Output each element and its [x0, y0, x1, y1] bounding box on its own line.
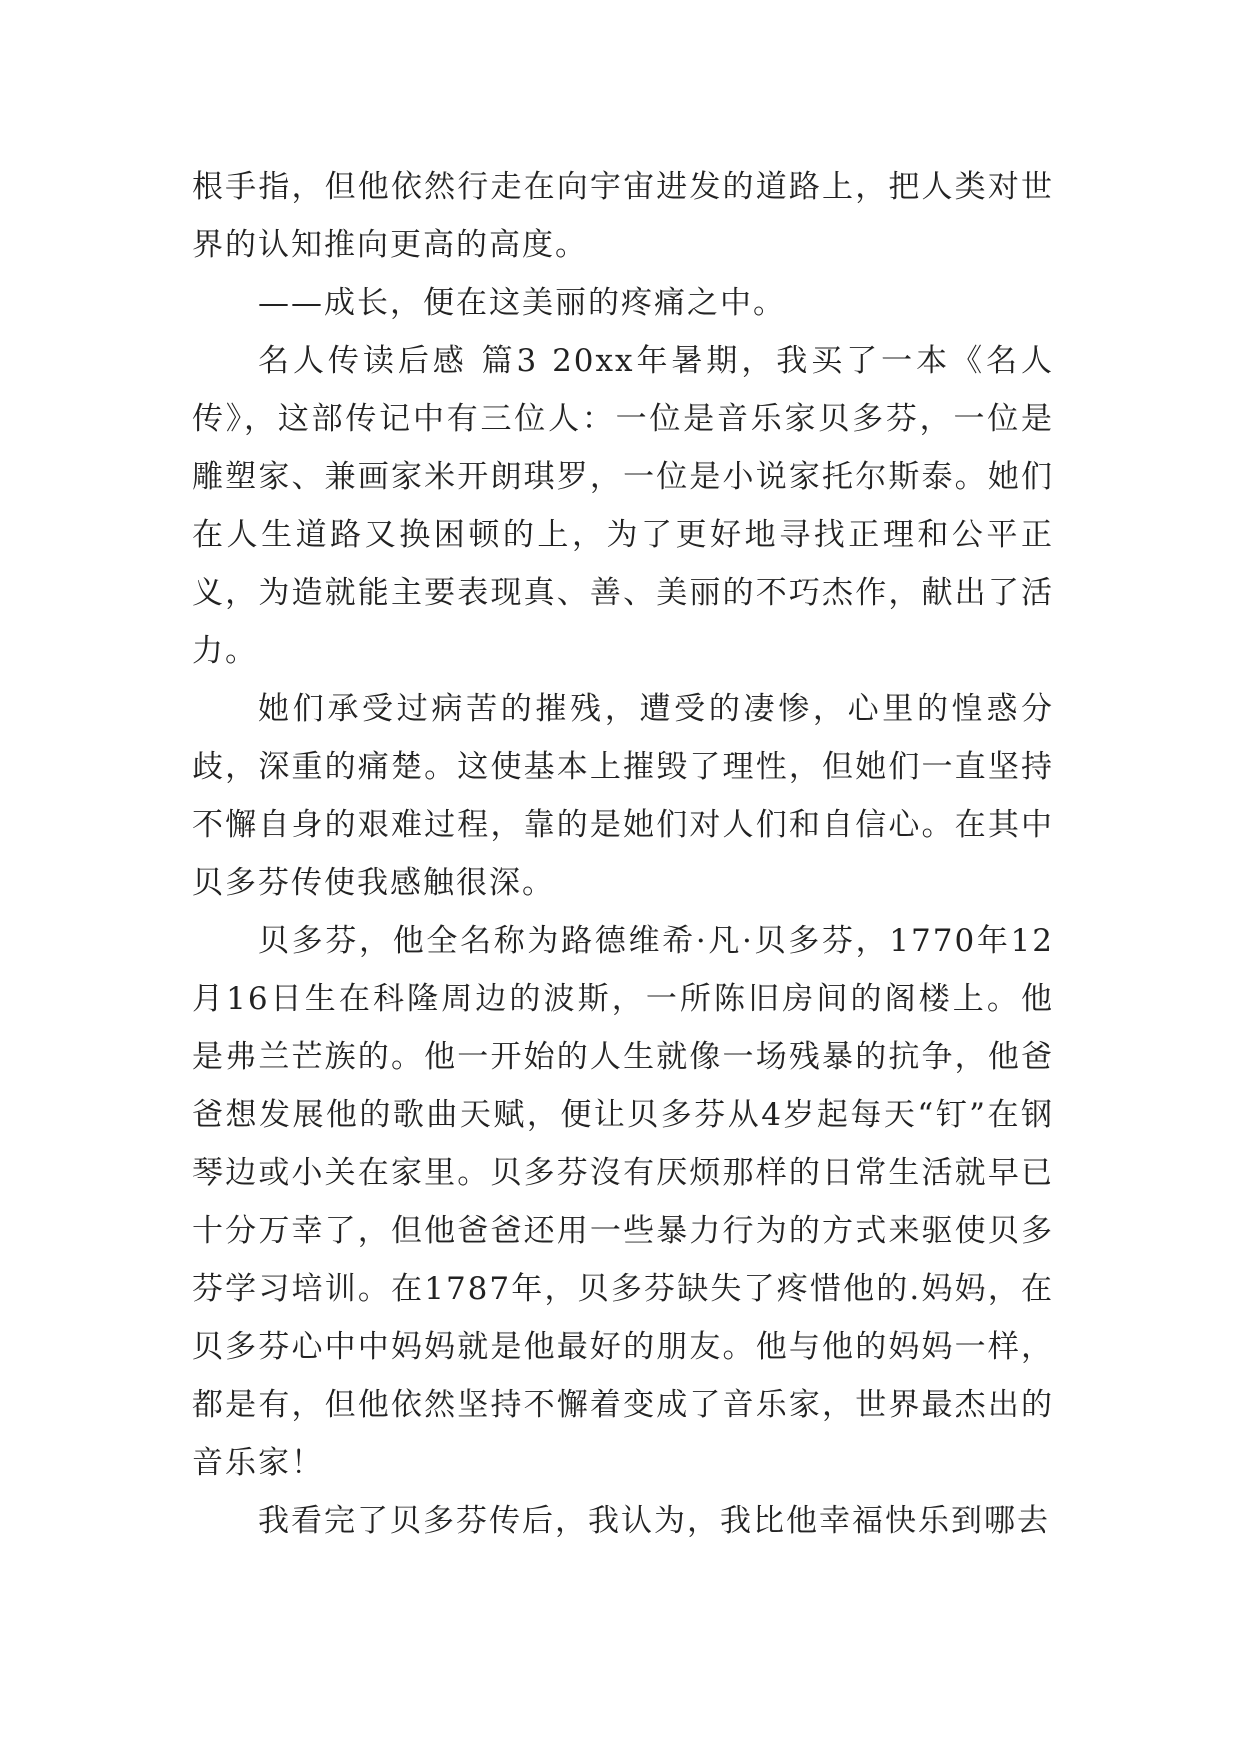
paragraph-2: ——成长，便在这美丽的疼痛之中。 [258, 285, 786, 321]
paragraph-6: 我看完了贝多芬传后，我认为，我比他幸福快乐到哪去 [258, 1503, 1050, 1539]
paragraph-4: 她们承受过病苦的摧残，遭受的凄惨，心里的惶惑分歧，深重的痛楚。这使基本上摧毁了理性，但她们一直坚持不懈自身的艰难过程，靠的是她们对人们和自信心。在其中贝多芬传使我感触很深。 [192, 691, 1054, 901]
paragraph-1: 根手指，但他依然行走在向宇宙进发的道路上，把人类对世界的认知推向更高的高度。 [192, 169, 1054, 263]
document-page [192, 158, 1054, 1550]
paragraph-5: 贝多芬，他全名称为路德维希·凡·贝多芬，1770年12月16日生在科隆周边的波斯，一所陈旧房间的阁楼上。他是弗兰芒族的。他一开始的人生就像一场残暴的抗争，他爸爸想发展他的歌曲天赋，便让贝多芬从4岁起每天“钉”在钢琴边或小关在家里。贝多芬沒有厌烦那样的日常生活就早已十分万幸了，但他爸爸还用一些暴力行为的方式来驱使贝多芬学习培训。在1787年，贝多芬缺失了疼惜他的.妈妈，在贝多芬心中中妈妈就是他最好的朋友。他与他的妈妈一样，都是有，但他依然坚持不懈着变成了音乐家，世界最杰出的音乐家！ [192, 923, 1054, 1481]
paragraph-3: 名人传读后感 篇3 20xx年暑期，我买了一本《名人传》，这部传记中有三位人：一位是音乐家贝多芬，一位是雕塑家、兼画家米开朗琪罗，一位是小说家托尔斯泰。她们在人生道路又换困顿的上，为了更好地寻找正理和公平正义，为造就能主要表现真、善、美丽的不巧杰作，献出了活力。 [192, 343, 1054, 669]
